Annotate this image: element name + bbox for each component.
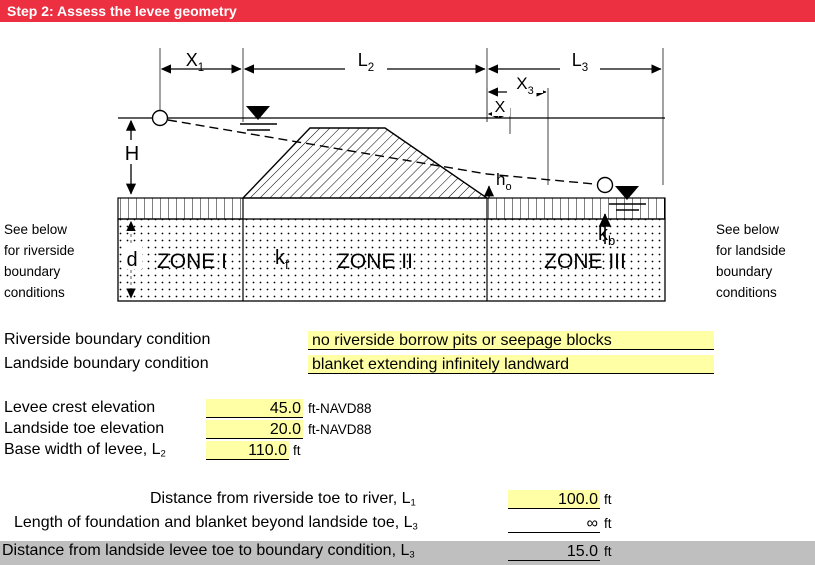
riverside-note-line-4: conditions — [4, 285, 65, 300]
dimension-label-l3: $L_3$ — [571, 50, 589, 74]
levee-crest-elevation-label — [4, 399, 155, 417]
dimension-label-h0: $h_o$ — [496, 170, 512, 193]
blanket-layer — [118, 198, 665, 219]
dimension-label-h: H — [124, 143, 140, 165]
dimension-label-x1: $X_1$ — [185, 50, 205, 74]
landside-note-line-4: conditions — [716, 285, 777, 300]
landside-note-line-2: for landside — [716, 243, 786, 258]
riverside-boundary-field[interactable]: no riverside borrow pits or seepage blocks — [308, 331, 714, 350]
distance-riverside-toe-label-text: Distance from riverside toe to river, L — [150, 490, 411, 507]
landside-toe-elevation-field[interactable]: 20.0 — [206, 420, 303, 439]
riverside-note-line-2: for riverside — [4, 243, 75, 258]
dimension-label-x3: $X_3$ — [516, 74, 534, 97]
zone-label-1: ZONE I — [156, 250, 228, 273]
landside-note-line-3: boundary — [716, 264, 773, 279]
base-width-label — [4, 441, 166, 460]
dimension-label-x: X — [494, 99, 506, 116]
zone-label-3: ZONE III — [544, 250, 626, 273]
riverside-boundary-label: Riverside boundary condition — [4, 331, 211, 348]
landside-boundary-label: Landside boundary condition — [4, 355, 209, 372]
length-foundation-blanket-label-text: Length of foundation and blanket beyond landside toe, L — [14, 514, 413, 531]
length-foundation-blanket-label — [14, 514, 418, 533]
distance-riverside-toe-label — [150, 490, 416, 509]
distance-landside-toe-field[interactable]: 15.0 — [508, 542, 600, 561]
base-width-unit: ft — [293, 443, 301, 458]
landside-node-marker — [598, 178, 613, 193]
distance-landside-toe-label-text: Distance from landside levee toe to boundary condition, L — [2, 542, 410, 559]
step-banner: Step 2: Assess the levee geometry — [0, 0, 815, 22]
distance-riverside-toe-unit: ft — [604, 492, 612, 507]
zone-label-2: ZONE II — [337, 250, 413, 273]
length-foundation-blanket-unit: ft — [604, 516, 612, 531]
distance-riverside-toe-label-sub: 1 — [410, 497, 416, 509]
landside-boundary-note — [716, 219, 786, 303]
base-width-label-text: Base width of levee, L — [4, 441, 161, 458]
levee-crest-elevation-field[interactable]: 45.0 — [206, 399, 303, 418]
base-width-label-sub: 2 — [160, 448, 166, 460]
dimension-label-d: d — [126, 249, 138, 271]
landside-toe-elevation-label-text: Landside toe elevation — [4, 420, 165, 437]
landside-toe-elevation-unit: ft-NAVD88 — [308, 422, 372, 437]
riverside-node-marker — [153, 111, 168, 126]
riverside-boundary-note — [4, 219, 75, 303]
riverside-note-line-3: boundary — [4, 264, 61, 279]
levee-crest-elevation-label-text: Levee crest elevation — [4, 399, 156, 416]
base-width-field[interactable]: 110.0 — [206, 441, 289, 460]
length-foundation-blanket-label-sub: 3 — [412, 521, 418, 533]
landside-toe-elevation-label — [4, 420, 164, 438]
distance-landside-toe-unit: ft — [604, 544, 612, 559]
dimension-label-l2: $L_2$ — [357, 50, 375, 74]
distance-landside-toe-label-sub: 3 — [409, 549, 415, 561]
levee-diagram-svg — [0, 22, 815, 322]
riverside-note-line-1: See below — [4, 222, 68, 237]
length-foundation-blanket-field[interactable]: ∞ — [508, 514, 600, 533]
distance-landside-toe-label — [2, 542, 415, 561]
levee-cross-section-diagram — [0, 22, 815, 322]
landside-boundary-field[interactable]: blanket extending infinitely landward — [308, 355, 714, 374]
distance-riverside-toe-field[interactable]: 100.0 — [508, 490, 600, 509]
landside-note-line-1: See below — [716, 222, 780, 237]
levee-crest-elevation-unit: ft-NAVD88 — [308, 401, 372, 416]
permeability-label-kb: $k_b$ — [598, 223, 616, 248]
permeability-label-kf: $k_f$ — [275, 247, 289, 272]
